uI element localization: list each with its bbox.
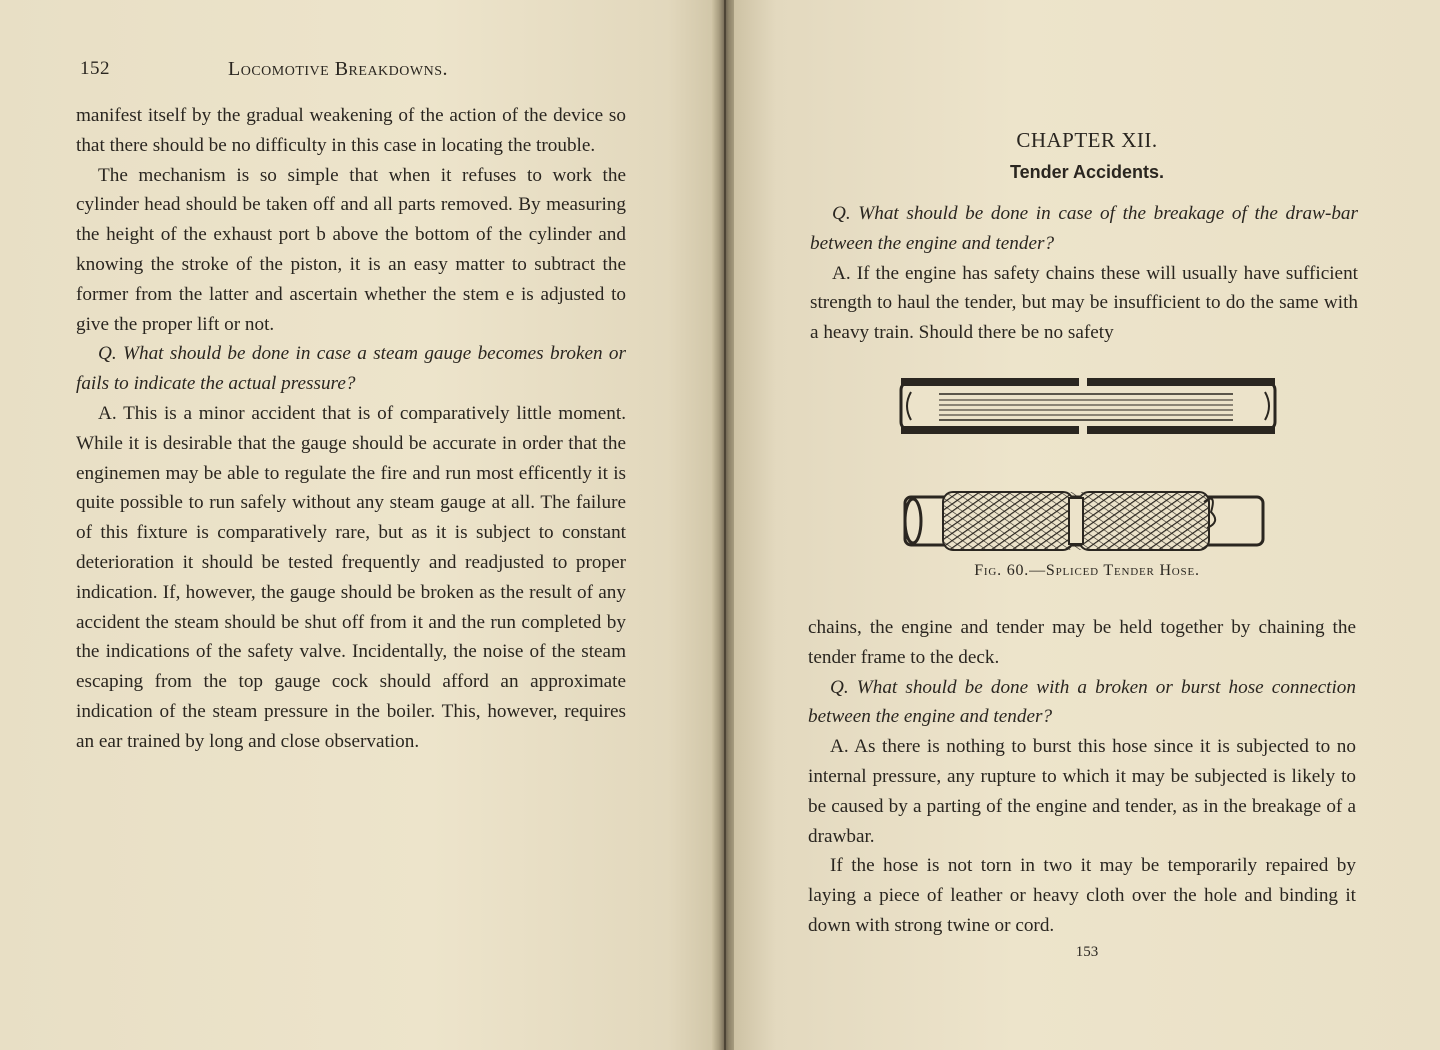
hose-section-bottom [905,492,1263,550]
hose-illustration [899,372,1279,562]
chapter-title: CHAPTER XII. [1016,128,1158,152]
paragraph: manifest itself by the gradual weakening of the action of the device so that there should be no difficulty in this case in locating the trouble. [76,105,626,156]
figure-caption: Fig. 60.—Spliced Tender Hose. [974,562,1200,579]
page-number-left: 152 [80,58,110,79]
running-head-title: Locomotive Breakdowns. [228,58,448,80]
answer-paragraph: A. This is a minor accident that is of comparatively little moment. While it is desirable that the gauge should be accurate in order that the enginemen may be able to regulate the fire and run most efficently it is quite possible to run safely without any steam gauge at all. The failure of this fixture is comparatively rare, but as it is subject to constant deterioration it should be tested frequently and readjusted to proper indication. If, however, the gauge should be broken as the result of any accident the steam should be shut off from it and the run completed by the indications of the safety valve. Incidentally, the noise of the steam escaping from the top gauge cock should afford an approximate indication of the steam pressure in the boiler. This, however, requires an ear trained by long and close observation. [76,402,626,752]
paragraph: chains, the engine and tender may be held together by chaining the tender frame to the deck. [808,617,1356,668]
right-text-top [810,199,1358,348]
left-text-block [76,101,626,757]
paragraph: If the hose is not torn in two it may be temporarily repaired by laying a piece of leather or heavy cloth over the hole and binding it down with strong twine or cord. [808,855,1356,936]
right-page [734,0,1440,1050]
left-page [0,0,718,1050]
question-paragraph: Q. What should be done in case of the breakage of the draw-bar between the engine and tender? [810,203,1358,254]
paragraph: The mechanism is so simple that when it refuses to work the cylinder head should be taken off and all parts removed. By measuring the height of the exhaust port b above the bottom of the cylinder and knowing the stroke of the piston, it is an easy matter to subtract the former from the latter and ascertain whether the stem e is adjusted to give the proper lift or not. [76,164,626,335]
page-number-right: 153 [1075,944,1099,960]
chapter-subtitle: Tender Accidents. [1009,162,1165,182]
right-text-bottom [808,613,1356,941]
question-paragraph: Q. What should be done with a broken or burst hose connection between the engine and tender? [808,676,1356,728]
binding-thread [724,0,726,1050]
question-paragraph: Q. What should be done in case a steam gauge becomes broken or fails to indicate the actual pressure? [76,343,626,395]
answer-paragraph: A. As there is nothing to burst this hose since it is subjected to no internal pressure, any rupture to which it may be subjected is likely to be caused by a parting of the engine and tender, as in the breakage of a drawbar. [808,736,1356,847]
answer-paragraph: A. If the engine has safety chains these will usually have sufficient strength to haul the tender, but may be insufficient to do the same with a heavy train. Should there be no safety [810,262,1358,344]
hose-section-top [901,378,1275,434]
